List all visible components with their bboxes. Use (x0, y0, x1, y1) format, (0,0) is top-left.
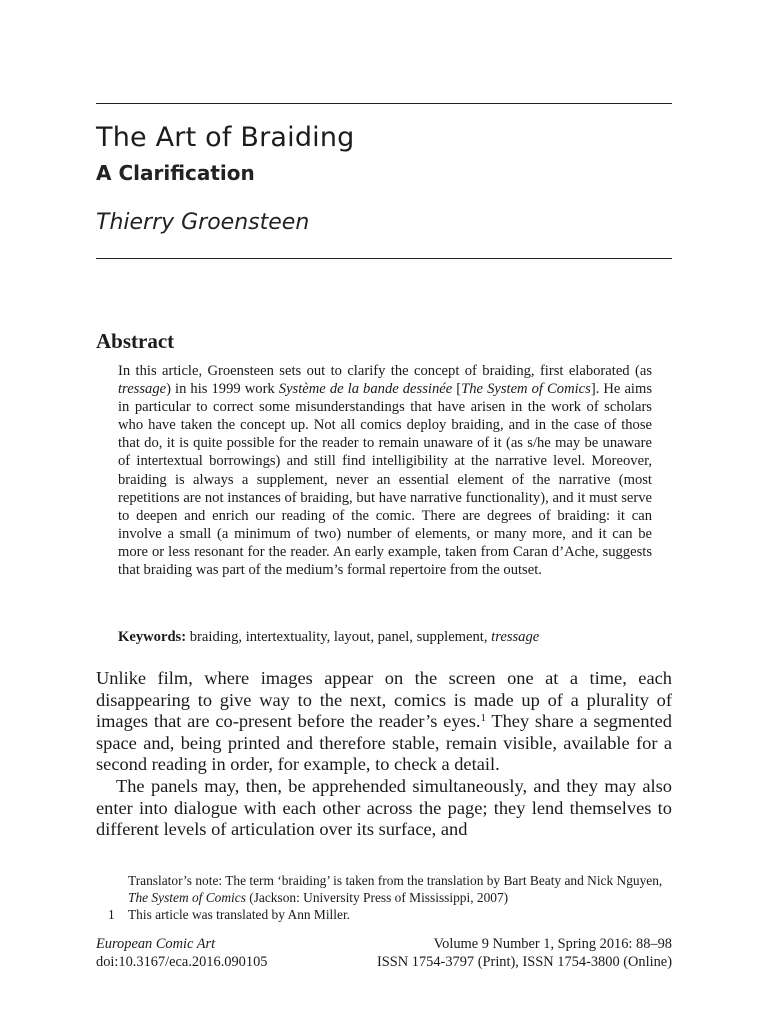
abstract-emphasis: The System of Comics (461, 381, 591, 398)
title-block-rule (96, 258, 672, 259)
body-segment: They share a segmented space and, being printed and therefore stable, remain visible, available for a second reading in order, for example, to check a detail. (96, 711, 672, 775)
body-paragraph-2: The panels may, then, be apprehended simultaneously, and they may also enter into dialogue with each other across the page; they lend themselves to different levels of articulation over its surface, and (96, 775, 672, 840)
body-text (96, 668, 672, 841)
abstract-segment: [ (452, 381, 462, 398)
issn: ISSN 1754-3797 (Print), ISSN 1754-3800 (Online) (376, 953, 672, 970)
footnote-ref-1[interactable]: 1 (480, 712, 486, 725)
footnote-number: 1 (108, 907, 115, 922)
abstract-segment: ) in his 1999 work (166, 381, 279, 398)
footnotes (96, 872, 672, 923)
journal-name: European Comic Art (96, 936, 216, 952)
keywords-list: braiding, intertextuality, layout, panel, supplement, (186, 629, 492, 645)
note-emphasis: The System of Comics (128, 890, 246, 905)
keywords-last: tressage (491, 629, 540, 645)
abstract-segment: ]. He aims in particular to correct some misunderstandings that have arisen in the work of scholars who have taken the concept up. Not all comics deploy braiding, and in the case of those that do, it is quite possible for the reader to remain unaware of it (as s/he may be unaware of intertextual borrowings) and still find intelligibility at the narrative level. Moreover, braiding is always a supplement, never an essential element of the narrative (most repetitions are not instances of braiding, but have narrative functionality), and it must serve to deepen and enrich our reading of the comic. There are degrees of braiding: it can involve a small (a minimum of two) number of elements, or many more, and it can be more or less resonant for the reader. An early example, taken from Caran d’Ache, suggests that braiding was part of the medium’s formal repertoire from the outset. (118, 381, 653, 579)
page-footer (96, 936, 672, 971)
body-segment: Unlike film, where images appear on the screen one at a time, each disappearing to give way to the next, comics is made up of a plurality of images that are co-present before the reader’s eyes. (96, 668, 672, 732)
translator-note (96, 872, 672, 906)
abstract-emphasis: tressage (118, 381, 167, 398)
abstract-emphasis: Système de la bande dessinée (278, 381, 453, 398)
footnote-text: This article was translated by Ann Miller. (128, 907, 351, 922)
footnote-1 (96, 906, 672, 923)
keywords-line (118, 628, 658, 646)
abstract-heading: Abstract (96, 329, 175, 353)
doi[interactable]: doi:10.3167/eca.2016.090105 (96, 953, 268, 970)
note-segment: (Jackson: University Press of Mississippi, 2007) (245, 890, 509, 905)
abstract-text (118, 362, 652, 579)
article-subtitle: A Clarification (96, 161, 255, 185)
abstract-segment: In this article, Groensteen sets out to clarify the concept of braiding, first elaborated (as (118, 363, 652, 379)
top-rule (96, 103, 672, 104)
body-paragraph-1 (96, 668, 672, 776)
keywords-label: Keywords: (118, 629, 187, 645)
note-segment: Translator’s note: The term ‘braiding’ is taken from the translation by Bart Beaty and Nick Nguyen, (128, 873, 663, 888)
author-name: Thierry Groensteen (96, 210, 310, 235)
article-title: The Art of Braiding (96, 122, 355, 153)
volume-info: Volume 9 Number 1, Spring 2016: 88–98 (433, 936, 672, 952)
